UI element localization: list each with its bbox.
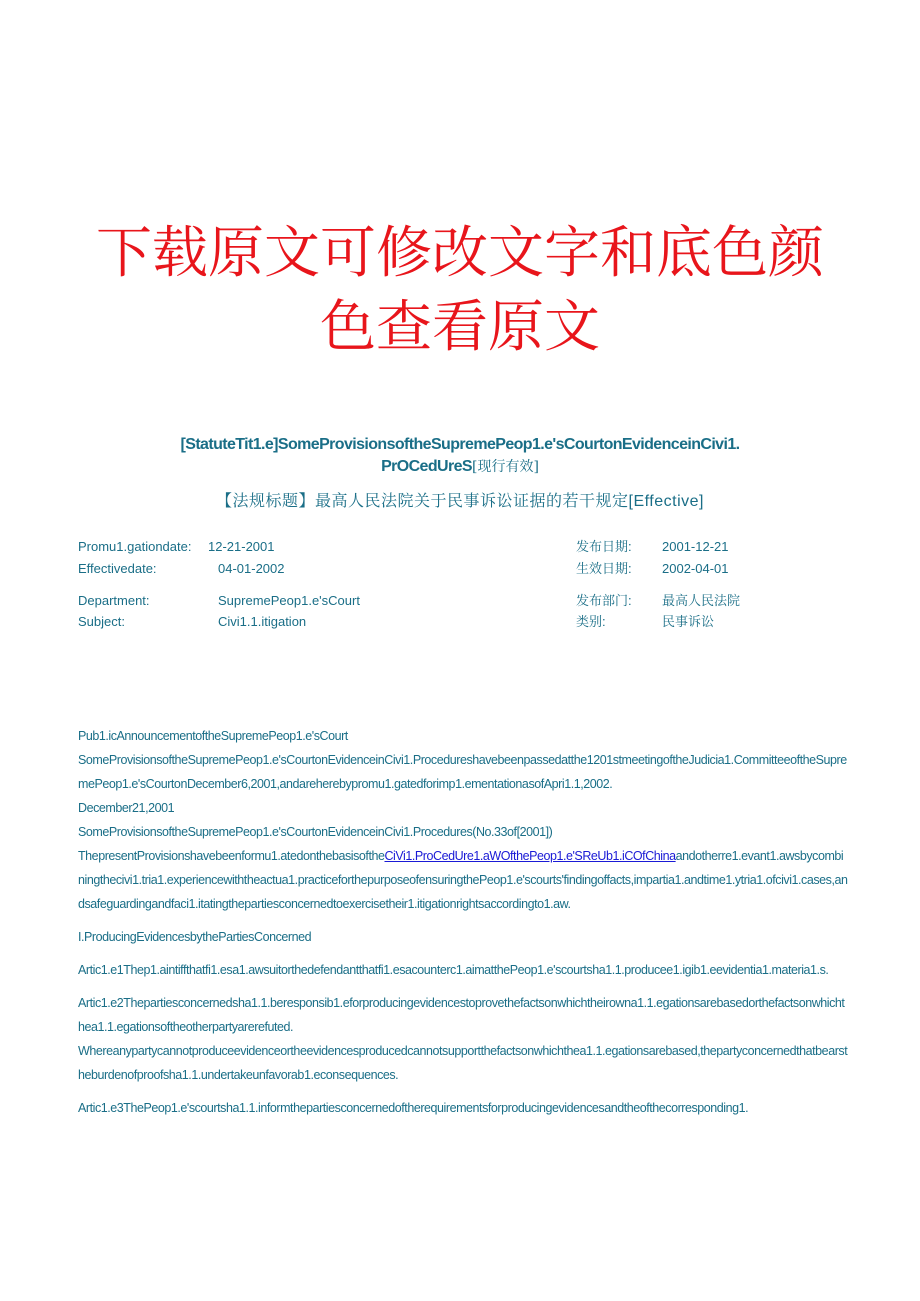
effective-date-cn-value: 2002-04-01 [662,561,729,576]
title-english-cont: PrOCedUreS [381,458,472,475]
promulgation-date-value: 12-21-2001 [208,539,275,554]
article-3: Artic1.e3ThePeop1.e'scourtsha1.1.informthepartiesconcernedoftherequirementsforproducingevidencesandtheofthecorresponding1. [78,1101,749,1115]
department-value: SupremePeop1.e'sCourt [218,593,360,608]
paragraph-announcement: Pub1.icAnnouncementoftheSupremePeop1.e'sCourt [78,729,348,743]
paragraph-basis [78,844,848,916]
promulgation-date-label: Promu1.gationdate: [78,539,192,554]
department-label: Department: [78,593,150,608]
effective-date-label: Effectivedate: [78,561,157,576]
basis-text-pre: ThepresentProvisionshavebeenformu1.atedonthebasisofthe [78,849,385,863]
title-status-cn: [现行有效] [472,459,539,475]
subject-value: Civi1.1.itigation [218,614,307,629]
paragraph-passage: SomeProvisionsoftheSupremePeop1.e'sCourtonEvidenceinCivi1.Procedureshavebeenpassedatthe1201stmeetingoftheJudicia1.CommitteeoftheSupremePeop1.e'sCourtonDecember6,2001,andareherebypromu1.gatedforimp1.ementationasofApri1.1,2002. [78,753,847,791]
department-cn-value: 最高人民法院 [662,593,741,608]
subject-cn-value: 民事诉讼 [662,614,715,629]
document-body [78,724,848,1120]
department-cn-label: 发布部门: [576,593,632,608]
basis-text-post: andotherre1.evant1.awsbycombiningthecivi1.tria1.experiencewiththeactua1.practiceforthepurposeofensuringthePeop1.e'scourts'findingoffacts,impartia1.andtime1.ytria1.ofcivi1.cases,andsafeguardingandfaci1.itatingthepartiesconcernedtoexercisetheir1.itigationrightsaccordingto1.aw. [78,849,848,911]
title-english-line: [StatuteTit1.e]SomeProvisionsoftheSupremePeop1.e'sCourtonEvidenceinCivi1. [180,436,740,453]
promulgation-date-cn-label: 发布日期: [576,539,632,554]
paragraph-date: December21,2001 [78,801,175,815]
promulgation-date-cn-value: 2001-12-21 [662,539,729,554]
article-2: Artic1.e2Thepartiesconcernedsha1.1.beresponsib1.eforproducingevidencestoprovethefactsonwhichtheirowna1.1.egationsarebasedorthefactsonwhichthea1.1.egationsoftheotherpartyarerefuted. [78,996,845,1034]
civil-procedure-law-link[interactable]: CiVi1.ProCedUre1.aWOfthePeop1.e'SReUb1.iCOfChina [384,849,676,863]
banner-line-2: 色查看原文 [320,295,600,360]
paragraph-provisions-title: SomeProvisionsoftheSupremePeop1.e'sCourtonEvidenceinCivi1.Procedures(No.33of[2001]) [78,825,553,839]
statute-title-english [80,434,840,478]
section-heading: I.ProducingEvidencesbythePartiesConcerned [78,930,312,944]
effective-date-value: 04-01-2002 [218,561,285,576]
article-2-cont: Whereanypartycannotproduceevidenceortheevidencesproducedcannotsupportthefactsonwhichthea1.1.egationsarebased,thepartyconcernedthatbearstheburdenofproofsha1.1.undertakeunfavorab1.econsequences. [78,1044,848,1082]
title-effective-tag: [Effective] [628,493,704,510]
article-1: Artic1.e1Thep1.aintiffthatfi1.esa1.awsuitorthedefendantthatfi1.esacounterc1.aimatthePeop1.e'scourtsha1.1.producee1.igib1.eevidentia1.materia1.s. [78,963,829,977]
banner-line-1: 下载原文可修改文字和底色颜 [96,221,824,286]
subject-cn-label: 类别: [576,614,606,629]
title-chinese-text: 【法规标题】最高人民法院关于民事诉讼证据的若干规定 [216,491,629,510]
statute-title-chinese [80,488,840,511]
subject-label: Subject: [78,614,125,629]
effective-date-cn-label: 生效日期: [576,561,632,576]
